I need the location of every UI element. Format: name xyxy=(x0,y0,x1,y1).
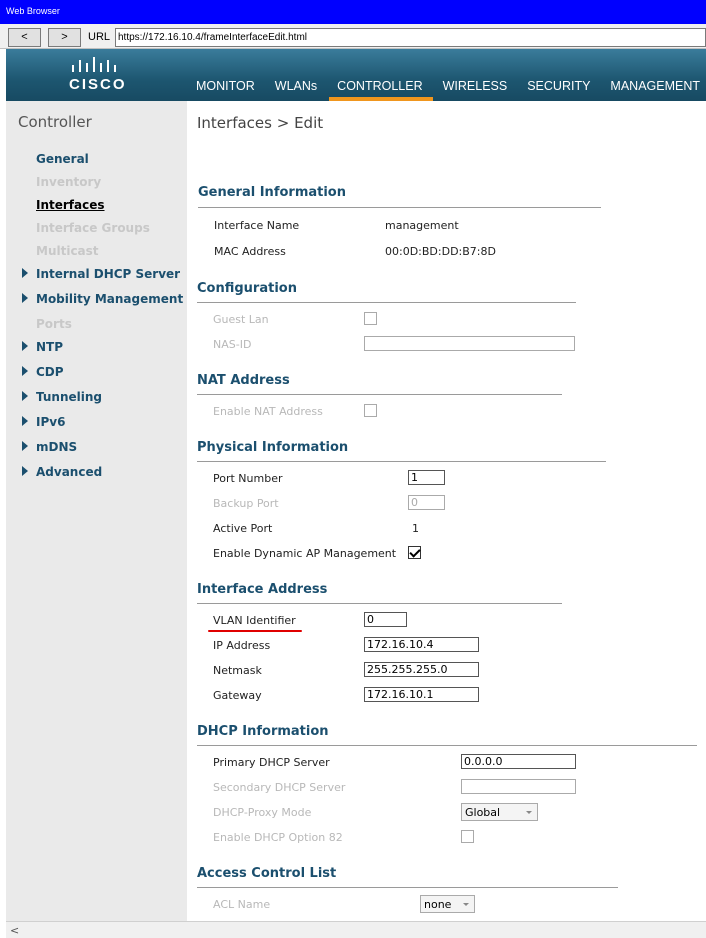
section-general-information: General Information xyxy=(198,185,346,200)
section-divider xyxy=(197,302,576,303)
cisco-logo[interactable] xyxy=(62,56,132,96)
sidebar-item-label: Mobility Management xyxy=(36,292,184,306)
dhcp-proxy-mode-select[interactable] xyxy=(461,803,538,821)
enable-dhcp-option-82-label: Enable DHCP Option 82 xyxy=(213,831,343,844)
secondary-dhcp-server-label: Secondary DHCP Server xyxy=(213,781,346,794)
nav-monitor[interactable]: MONITOR xyxy=(196,79,255,93)
interface-name-value: management xyxy=(385,219,459,232)
browser-title-bar: Web Browser xyxy=(0,0,706,24)
vlan-identifier-input[interactable]: 0 xyxy=(364,612,407,627)
gateway-label: Gateway xyxy=(213,689,262,702)
page-title: Interfaces > Edit xyxy=(197,114,324,132)
interface-name-label: Interface Name xyxy=(214,219,300,232)
sidebar-item-label: IPv6 xyxy=(36,415,66,429)
section-physical-information: Physical Information xyxy=(197,440,349,455)
section-nat-address: NAT Address xyxy=(197,373,290,388)
section-divider xyxy=(197,745,697,746)
primary-dhcp-server-input[interactable]: 0.0.0.0 xyxy=(461,754,576,769)
section-divider xyxy=(198,207,601,208)
chevron-down-icon xyxy=(526,811,532,814)
section-divider xyxy=(197,394,562,395)
sidebar-item-tunneling[interactable] xyxy=(36,390,102,404)
acl-name-label: ACL Name xyxy=(213,898,271,911)
sidebar-item-label: Advanced xyxy=(36,465,103,479)
gateway-input[interactable]: 172.16.10.1 xyxy=(364,687,479,702)
chevron-down-icon xyxy=(463,903,469,906)
sidebar-item-label: Tunneling xyxy=(36,390,102,404)
expand-arrow-icon xyxy=(22,366,28,376)
netmask-label: Netmask xyxy=(213,664,262,677)
nav-security[interactable]: SECURITY xyxy=(527,79,591,93)
active-port-value: 1 xyxy=(412,522,419,535)
nav-controller[interactable]: CONTROLLER xyxy=(329,79,432,101)
sidebar-item-label: CDP xyxy=(36,365,64,379)
back-button[interactable]: < xyxy=(8,28,41,47)
cisco-bars-icon xyxy=(68,56,128,74)
dhcp-proxy-mode-value: Global xyxy=(465,806,501,819)
enable-dhcp-option-82-checkbox[interactable] xyxy=(461,830,474,843)
acl-name-select[interactable] xyxy=(420,895,475,913)
netmask-input[interactable]: 255.255.255.0 xyxy=(364,662,479,677)
sidebar-item-multicast: Multicast xyxy=(36,244,99,258)
sidebar-item-ports: Ports xyxy=(36,317,72,331)
section-configuration: Configuration xyxy=(197,281,297,296)
nav-management[interactable]: MANAGEMENT xyxy=(610,79,701,93)
backup-port-label: Backup Port xyxy=(213,497,279,510)
sidebar-item-cdp[interactable] xyxy=(36,365,64,379)
sidebar-item-label: Internal DHCP Server xyxy=(36,267,181,281)
cisco-wordmark: CISCO xyxy=(69,76,127,93)
nav-wireless[interactable]: WIRELESS xyxy=(442,79,508,93)
enable-nat-address-checkbox[interactable] xyxy=(364,404,377,417)
sidebar-item-general[interactable]: General xyxy=(36,152,89,166)
sidebar-title: Controller xyxy=(18,113,92,131)
sidebar-item-inventory: Inventory xyxy=(36,175,102,189)
url-input[interactable]: https://172.16.10.4/frameInterfaceEdit.html xyxy=(115,28,706,47)
sidebar-item-mobility-management[interactable] xyxy=(36,292,183,306)
nav-wlans[interactable]: WLANs xyxy=(274,79,318,93)
dhcp-proxy-mode-label: DHCP-Proxy Mode xyxy=(213,806,312,819)
secondary-dhcp-server-input[interactable] xyxy=(461,779,576,794)
expand-arrow-icon xyxy=(22,441,28,451)
active-port-label: Active Port xyxy=(213,522,273,535)
app-header xyxy=(6,49,706,101)
nas-id-input[interactable] xyxy=(364,336,575,351)
ip-address-input[interactable]: 172.16.10.4 xyxy=(364,637,479,652)
sidebar-item-ipv6[interactable] xyxy=(36,415,65,429)
enable-dynamic-ap-management-label: Enable Dynamic AP Management xyxy=(213,547,397,560)
forward-button[interactable]: > xyxy=(48,28,81,47)
enable-dynamic-ap-management-checkbox[interactable] xyxy=(408,546,421,559)
sidebar-item-ntp[interactable] xyxy=(36,340,63,354)
browser-toolbar xyxy=(0,24,706,49)
sidebar-item-advanced[interactable] xyxy=(36,465,102,479)
backup-port-input[interactable]: 0 xyxy=(408,495,445,510)
vlan-highlight-underline xyxy=(208,630,302,632)
port-number-label: Port Number xyxy=(213,472,283,485)
nas-id-label: NAS-ID xyxy=(213,338,252,351)
sidebar-item-label: NTP xyxy=(36,340,64,354)
expand-arrow-icon xyxy=(22,293,28,303)
sidebar-item-interface-groups: Interface Groups xyxy=(36,221,150,235)
expand-arrow-icon xyxy=(22,391,28,401)
section-divider xyxy=(197,887,618,888)
sidebar xyxy=(6,101,187,921)
primary-dhcp-server-label: Primary DHCP Server xyxy=(213,756,330,769)
ip-address-label: IP Address xyxy=(213,639,271,652)
port-number-input[interactable]: 1 xyxy=(408,470,445,485)
acl-name-value: none xyxy=(424,898,452,911)
expand-arrow-icon xyxy=(22,341,28,351)
section-divider xyxy=(197,461,606,462)
expand-arrow-icon xyxy=(22,466,28,476)
scroll-left-icon[interactable]: < xyxy=(10,924,20,937)
main-content xyxy=(187,101,706,921)
mac-address-label: MAC Address xyxy=(214,245,286,258)
expand-arrow-icon xyxy=(22,268,28,278)
sidebar-item-interfaces[interactable]: Interfaces xyxy=(36,198,105,212)
expand-arrow-icon xyxy=(22,416,28,426)
mac-address-value: 00:0D:BD:DD:B7:8D xyxy=(385,245,496,258)
sidebar-item-mdns[interactable] xyxy=(36,440,77,454)
section-access-control-list: Access Control List xyxy=(197,866,337,881)
vlan-identifier-label: VLAN Identifier xyxy=(213,614,296,627)
horizontal-scrollbar[interactable] xyxy=(6,921,706,938)
sidebar-item-label: mDNS xyxy=(36,440,78,454)
top-navigation xyxy=(196,79,706,101)
section-dhcp-information: DHCP Information xyxy=(197,724,329,739)
section-divider xyxy=(197,603,562,604)
guest-lan-label: Guest Lan xyxy=(213,313,269,326)
enable-nat-address-label: Enable NAT Address xyxy=(213,405,323,418)
guest-lan-checkbox[interactable] xyxy=(364,312,377,325)
sidebar-item-internal-dhcp-server[interactable] xyxy=(36,267,180,281)
section-interface-address: Interface Address xyxy=(197,582,328,597)
url-label: URL xyxy=(88,31,111,43)
